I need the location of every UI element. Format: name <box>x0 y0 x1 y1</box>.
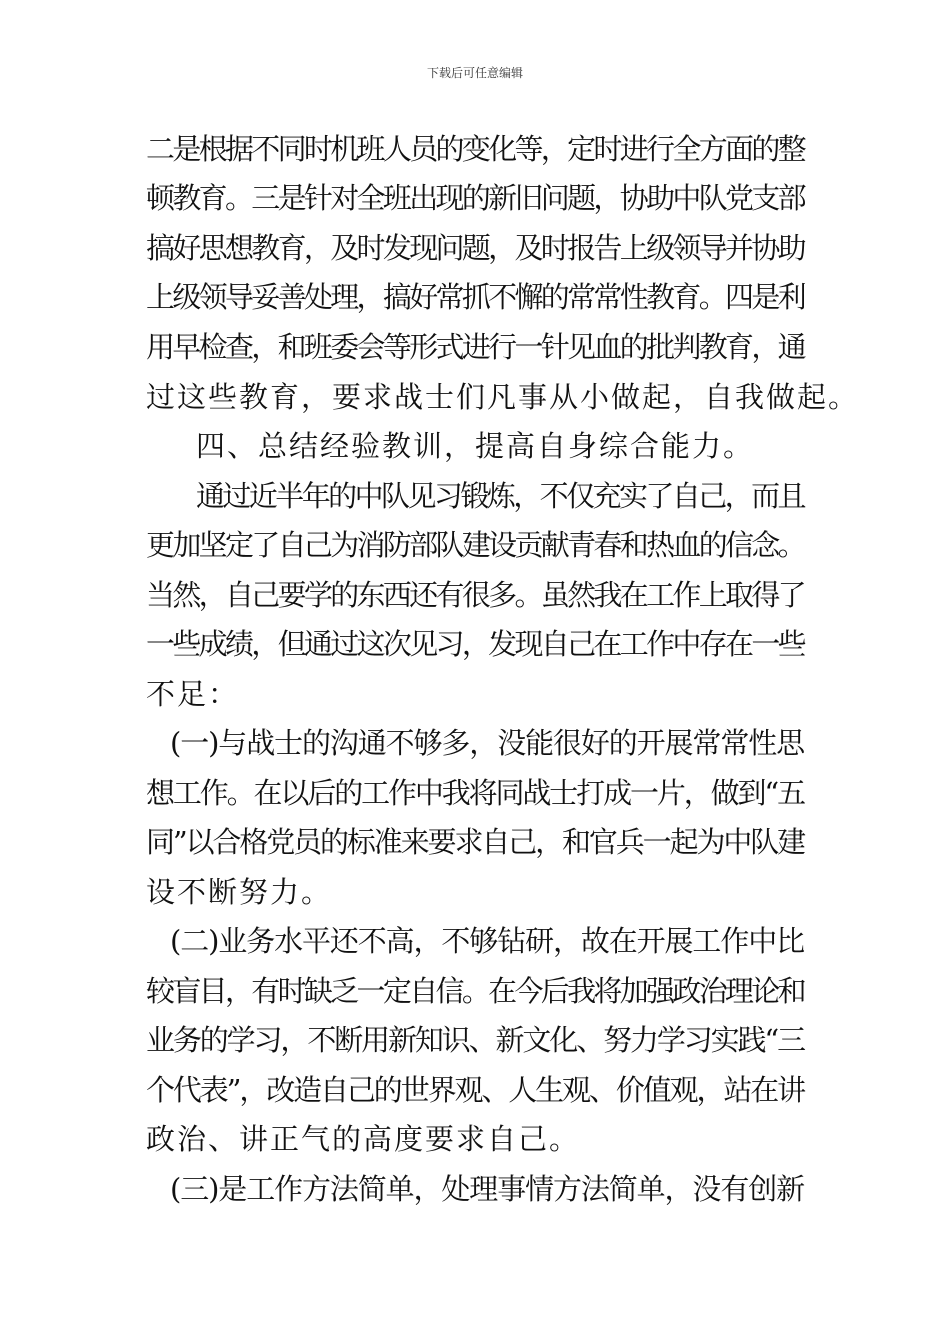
text-line: 个代表”，改造自己的世界观、人生观、价值观，站在讲 <box>146 1073 804 1107</box>
text-line: 搞好思想教育，及时发现问题，及时报告上级领导并协助 <box>146 231 804 265</box>
text-line: 业务的学习，不断用新知识、新文化、努力学习实践“三 <box>146 1023 804 1057</box>
text-line: 同”以合格党员的标准来要求自己，和官兵一起为中队建 <box>146 825 804 859</box>
list-item-line: (三)是工作方法简单，处理事情方法简单，没有创新 <box>170 1172 804 1206</box>
text-line: 过这些教育，要求战士们凡事从小做起，自我做起。 <box>146 380 860 414</box>
text-line: 想工作。在以后的工作中我将同战士打成一片，做到“五 <box>146 776 804 810</box>
text-line: 二是根据不同时机班人员的变化等，定时进行全方面的整 <box>146 132 804 166</box>
text-line: 较盲目，有时缺乏一定自信。在今后我将加强政治理论和 <box>146 974 804 1008</box>
text-line: 顿教育。三是针对全班出现的新旧问题，协助中队党支部 <box>146 181 804 215</box>
text-line: 上级领导妥善处理，搞好常抓不懈的常常性教育。四是利 <box>146 280 804 314</box>
page-header: 下载后可任意编辑 <box>426 66 523 80</box>
text-line: 一些成绩，但通过这次见习，发现自己在工作中存在一些 <box>146 627 804 661</box>
list-item-line: (一)与战士的沟通不够多，没能很好的开展常常性思 <box>170 726 804 760</box>
section-heading: 四、总结经验教训，提高自身综合能力。 <box>196 429 755 463</box>
text-line: 不足： <box>146 677 240 711</box>
text-line: 通过近半年的中队见习锻炼，不仅充实了自己，而且 <box>196 479 804 513</box>
text-line: 用早检查，和班委会等形式进行一针见血的批判教育，通 <box>146 330 804 364</box>
list-item-line: (二)业务水平还不高，不够钻研，故在开展工作中比 <box>170 924 804 958</box>
text-line: 政治、讲正气的高度要求自己。 <box>146 1122 581 1156</box>
text-line: 设不断努力。 <box>146 875 333 909</box>
text-line: 更加坚定了自己为消防部队建设贡献青春和热血的信念。 <box>146 528 804 562</box>
text-line: 当然，自己要学的东西还有很多。虽然我在工作上取得了 <box>146 578 804 612</box>
